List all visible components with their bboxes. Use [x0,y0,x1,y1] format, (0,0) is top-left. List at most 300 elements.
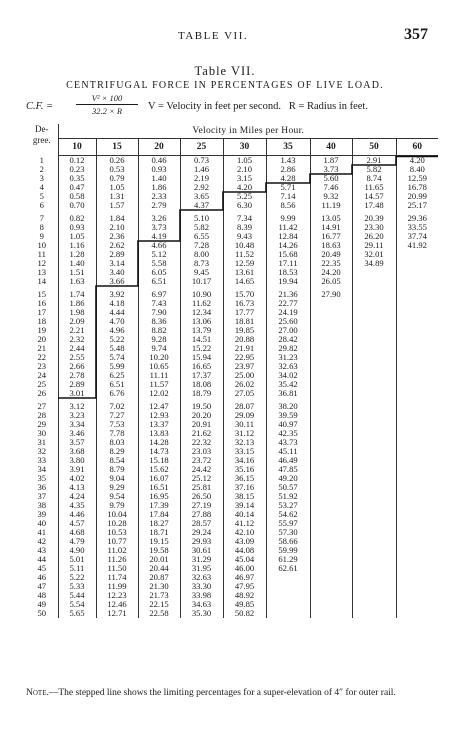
value-cell [352,501,396,510]
table-row [26,438,438,447]
value-cell: 32.63 [180,573,223,582]
value-cell [352,438,396,447]
value-cell: 17.84 [138,510,180,519]
value-cell: 3.57 [58,438,96,447]
value-cell: 39.14 [223,501,266,510]
value-cell: 10.17 [180,277,223,286]
velocity-header: Velocity in Miles per Hour. [58,124,438,139]
value-cell: 14.73 [138,447,180,456]
value-cell: 55.97 [266,519,310,528]
value-cell: 61.29 [266,555,310,564]
value-cell: 12.59 [407,173,427,183]
degree-cell: 21 [26,344,58,353]
value-cell: 8.40 [409,164,425,174]
value-cell [396,317,438,326]
value-cell: 3.14 [96,259,138,268]
value-cell [396,402,438,411]
value-cell: 3.66 [96,277,138,286]
value-cell: 0.47 [58,183,96,192]
value-cell: 31.29 [180,555,223,564]
table-row [26,573,438,582]
value-cell: 8.56 [266,201,310,210]
degree-cell: 11 [26,250,58,259]
table-row [26,609,438,618]
value-cell: 21.30 [138,582,180,591]
degree-cell: 30 [26,429,58,438]
value-cell: 0.73 [180,156,223,166]
value-cell: 20.99 [407,191,427,201]
value-cell [352,299,396,308]
degree-cell: 4 [26,183,58,192]
value-cell: 2.44 [58,344,96,353]
value-cell: 19.94 [266,277,310,286]
value-cell: 32.01 [352,250,396,259]
value-cell [310,371,352,380]
value-cell: 10.04 [96,510,138,519]
value-cell: 4.18 [96,299,138,308]
value-cell: 7.53 [96,420,138,429]
value-cell [310,299,352,308]
value-cell: 5.71 [266,183,310,192]
value-cell [310,591,352,600]
value-cell [310,380,352,389]
value-cell: 16.78 [407,182,427,192]
value-cell: 34.89 [352,259,396,268]
value-cell [310,582,352,591]
value-cell: 9.28 [138,335,180,344]
column-header-row [26,139,438,156]
degree-cell: 32 [26,447,58,456]
value-cell [352,519,396,528]
value-cell: 7.78 [96,429,138,438]
value-cell: 8.82 [138,326,180,335]
value-cell: 16.51 [138,483,180,492]
value-cell: 11.50 [96,564,138,573]
table-row [26,317,438,326]
value-cell [396,259,438,268]
value-cell: 5.25 [223,192,266,201]
value-cell: 3.68 [58,447,96,456]
value-cell [310,609,352,618]
definition-v: V = Velocity in feet per second. [148,101,281,112]
value-cell: 16.77 [310,232,352,241]
value-cell: 11.52 [223,250,266,259]
value-cell [352,402,396,411]
table-row [26,600,438,609]
value-cell: 0.82 [58,214,96,223]
value-cell: 10.28 [96,519,138,528]
value-cell [396,429,438,438]
degree-cell: 29 [26,420,58,429]
value-cell: 46.49 [266,456,310,465]
value-cell [352,420,396,429]
value-cell: 4.70 [96,317,138,326]
value-cell: 2.89 [96,250,138,259]
value-cell [396,371,438,380]
value-cell: 20.20 [180,411,223,420]
value-cell: 27.88 [180,510,223,519]
value-cell: 9.32 [310,192,352,201]
value-cell: 6.51 [138,277,180,286]
value-cell: 57.30 [266,528,310,537]
value-cell: 29.09 [223,411,266,420]
table-row [26,353,438,362]
value-cell: 12.84 [266,232,310,241]
value-cell [396,438,438,447]
value-cell [396,308,438,317]
value-cell: 50.82 [223,609,266,618]
value-cell: 22.32 [180,438,223,447]
column-header-40: 40 [310,139,352,156]
value-cell: 0.70 [58,201,96,210]
value-cell: 16.73 [223,299,266,308]
value-cell: 4.35 [58,501,96,510]
value-cell: 25.60 [266,317,310,326]
table-row [26,402,438,411]
value-cell [352,353,396,362]
value-cell: 6.05 [138,268,180,277]
value-cell: 0.35 [58,174,96,183]
value-cell: 15.18 [138,456,180,465]
value-cell: 11.02 [96,546,138,555]
value-cell: 11.11 [138,371,180,380]
degree-cell: 49 [26,600,58,609]
value-cell [352,609,396,618]
value-cell: 31.12 [223,429,266,438]
degree-cell: 35 [26,474,58,483]
table-row [26,420,438,429]
value-cell: 13.83 [138,429,180,438]
value-cell: 30.61 [180,546,223,555]
value-cell: 9.29 [96,483,138,492]
value-cell: 35.42 [266,380,310,389]
value-cell: 38.15 [223,492,266,501]
column-header-60: 60 [396,139,438,156]
value-cell: 14.28 [138,438,180,447]
value-cell: 8.00 [180,250,223,259]
value-cell: 12.59 [223,259,266,268]
value-cell: 13.79 [180,326,223,335]
table-title: Table VII. [194,64,256,78]
value-cell: 3.23 [58,411,96,420]
degree-cell: 1 [26,156,58,166]
degree-header: De- gree. [26,124,58,156]
column-header-10: 10 [58,139,96,156]
value-cell: 27.05 [223,389,266,398]
value-cell: 0.12 [58,156,96,166]
value-cell: 7.02 [96,402,138,411]
value-cell [396,501,438,510]
value-cell: 1.40 [58,259,96,268]
value-cell: 14.65 [223,277,266,286]
running-title: TABLE VII. [178,30,249,42]
value-cell [396,537,438,546]
value-cell [310,335,352,344]
value-cell [310,420,352,429]
value-cell: 2.91 [352,156,396,166]
degree-cell: 34 [26,465,58,474]
value-cell [310,573,352,582]
value-cell: 53.27 [266,501,310,510]
value-cell: 9.99 [266,214,310,223]
table-row [26,362,438,371]
value-cell [352,326,396,335]
value-cell: 4.57 [58,519,96,528]
value-cell [352,268,396,277]
value-cell: 3.40 [96,268,138,277]
table-row [26,474,438,483]
value-cell: 36.15 [223,474,266,483]
value-cell: 2.32 [58,335,96,344]
value-cell: 11.26 [96,555,138,564]
value-cell: 1.46 [180,165,223,174]
degree-cell: 31 [26,438,58,447]
value-cell [310,546,352,555]
value-cell [310,411,352,420]
value-cell [352,335,396,344]
value-cell: 8.36 [138,317,180,326]
value-cell: 26.50 [180,492,223,501]
degree-cell: 14 [26,277,58,286]
degree-cell: 19 [26,326,58,335]
value-cell: 22.15 [138,600,180,609]
value-cell: 29.82 [266,344,310,353]
value-cell [396,456,438,465]
footnote-label: Note. [26,688,49,698]
degree-cell: 3 [26,174,58,183]
value-cell [352,582,396,591]
value-cell: 42.10 [223,528,266,537]
footnote [26,688,436,699]
degree-cell: 43 [26,546,58,555]
column-header-30: 30 [223,139,266,156]
value-cell: 45.04 [223,555,266,564]
value-cell: 12.23 [96,591,138,600]
table-row [26,344,438,353]
value-cell: 59.99 [266,546,310,555]
value-cell [396,277,438,286]
value-cell: 0.93 [138,165,180,174]
value-cell [310,555,352,564]
value-cell: 6.25 [96,371,138,380]
value-cell [352,537,396,546]
value-cell [266,573,310,582]
value-cell: 12.71 [96,609,138,618]
value-cell: 45.11 [266,447,310,456]
table-row [26,201,438,210]
table-row [26,380,438,389]
value-cell: 39.59 [266,411,310,420]
degree-cell: 10 [26,241,58,250]
value-cell: 1.40 [138,174,180,183]
value-cell: 40.97 [266,420,310,429]
value-cell: 27.00 [266,326,310,335]
value-cell: 2.92 [180,183,223,192]
value-cell: 20.88 [223,335,266,344]
degree-cell: 24 [26,371,58,380]
formula-lhs: C.F. = [26,101,54,112]
value-cell: 1.05 [96,183,138,192]
value-cell: 41.92 [407,240,427,250]
value-cell: 11.42 [266,223,310,232]
value-cell: 20.91 [180,420,223,429]
degree-cell: 27 [26,402,58,411]
degree-cell: 38 [26,501,58,510]
value-cell: 19.50 [180,402,223,411]
value-cell: 17.11 [266,259,310,268]
value-cell: 43.73 [266,438,310,447]
value-cell [396,326,438,335]
value-cell [396,573,438,582]
value-cell: 7.14 [266,192,310,201]
value-cell [352,380,396,389]
value-cell [310,510,352,519]
table-row [26,371,438,380]
value-cell: 33.15 [223,447,266,456]
value-cell [352,371,396,380]
value-cell: 47.85 [266,465,310,474]
degree-cell: 36 [26,483,58,492]
value-cell: 28.42 [266,335,310,344]
table-row [26,299,438,308]
table-body [26,156,438,619]
degree-cell: 26 [26,389,58,398]
degree-cell: 2 [26,165,58,174]
value-cell [310,389,352,398]
value-cell: 9.74 [138,344,180,353]
value-cell [396,609,438,618]
degree-cell: 41 [26,528,58,537]
value-cell [396,492,438,501]
value-cell: 9.45 [180,268,223,277]
value-cell: 4.46 [58,510,96,519]
value-cell: 1.98 [58,308,96,317]
value-cell: 26.05 [310,277,352,286]
value-cell: 6.30 [223,201,266,210]
value-cell: 8.79 [96,465,138,474]
value-cell: 2.21 [58,326,96,335]
value-cell: 17.48 [352,201,396,210]
value-cell: 40.14 [223,510,266,519]
value-cell [352,317,396,326]
formula-numerator: V² × 100 [76,93,138,105]
value-cell: 23.03 [180,447,223,456]
value-cell: 20.87 [138,573,180,582]
value-cell [266,582,310,591]
degree-cell: 9 [26,232,58,241]
formula-denominator: 32.2 × R [91,106,123,116]
value-cell [352,510,396,519]
value-cell [396,546,438,555]
value-cell: 42.35 [266,429,310,438]
value-cell [352,483,396,492]
value-cell: 24.19 [266,308,310,317]
value-cell: 7.43 [138,299,180,308]
degree-cell: 18 [26,317,58,326]
value-cell [352,564,396,573]
value-cell: 35.16 [223,465,266,474]
value-cell: 20.01 [138,555,180,564]
value-cell: 25.81 [180,483,223,492]
value-cell: 62.61 [266,564,310,573]
value-cell: 20.39 [352,214,396,223]
value-cell: 34.63 [180,600,223,609]
table-row [26,501,438,510]
value-cell: 0.53 [96,165,138,174]
value-cell: 22.58 [138,609,180,618]
value-cell: 11.99 [96,582,138,591]
value-cell [310,537,352,546]
formula [26,93,436,119]
value-cell: 8.74 [352,174,396,183]
value-cell: 6.51 [96,380,138,389]
value-cell: 0.79 [96,174,138,183]
table-row [26,326,438,335]
value-cell [352,429,396,438]
value-cell: 29.11 [352,241,396,250]
value-cell: 6.76 [96,389,138,398]
degree-cell: 25 [26,380,58,389]
value-cell [310,501,352,510]
value-cell: 2.55 [58,353,96,362]
value-cell: 9.54 [96,492,138,501]
degree-cell: 12 [26,259,58,268]
table-subtitle: CENTRIFUGAL FORCE IN PERCENTAGES OF LIVE LOAD. [66,80,384,91]
value-cell: 18.79 [180,389,223,398]
value-cell [310,353,352,362]
footnote-text: —The stepped line shows the limiting percentages for a super-elevation of 4″ for outer rail. [48,688,396,698]
value-cell: 27.19 [180,501,223,510]
value-cell: 33.30 [180,582,223,591]
value-cell [266,591,310,600]
value-cell: 12.47 [138,402,180,411]
value-cell: 3.34 [58,420,96,429]
value-cell: 1.63 [58,277,96,286]
table-row [26,268,438,277]
value-cell: 0.58 [58,192,96,201]
value-cell: 8.54 [96,456,138,465]
value-cell: 4.28 [266,174,310,183]
value-cell: 24.20 [310,268,352,277]
value-cell: 50.57 [266,483,310,492]
value-cell: 4.24 [58,492,96,501]
page-number: 357 [404,26,428,43]
running-head [0,26,450,48]
value-cell: 17.39 [138,501,180,510]
value-cell: 7.27 [96,411,138,420]
value-cell [396,353,438,362]
value-cell: 0.46 [138,156,180,166]
value-cell: 1.51 [58,268,96,277]
degree-cell: 33 [26,456,58,465]
value-cell: 13.37 [138,420,180,429]
table-row [26,546,438,555]
value-cell: 5.10 [180,214,223,223]
value-cell [310,362,352,371]
value-cell: 3.73 [310,165,352,174]
value-cell: 1.86 [58,299,96,308]
value-cell: 5.22 [96,335,138,344]
value-cell: 34.02 [266,371,310,380]
value-cell [266,600,310,609]
table-row [26,492,438,501]
value-cell: 27.90 [310,290,352,299]
value-cell [352,362,396,371]
value-cell: 19.85 [223,326,266,335]
degree-cell: 13 [26,268,58,277]
value-cell: 11.62 [180,299,223,308]
value-cell: 19.15 [138,537,180,546]
